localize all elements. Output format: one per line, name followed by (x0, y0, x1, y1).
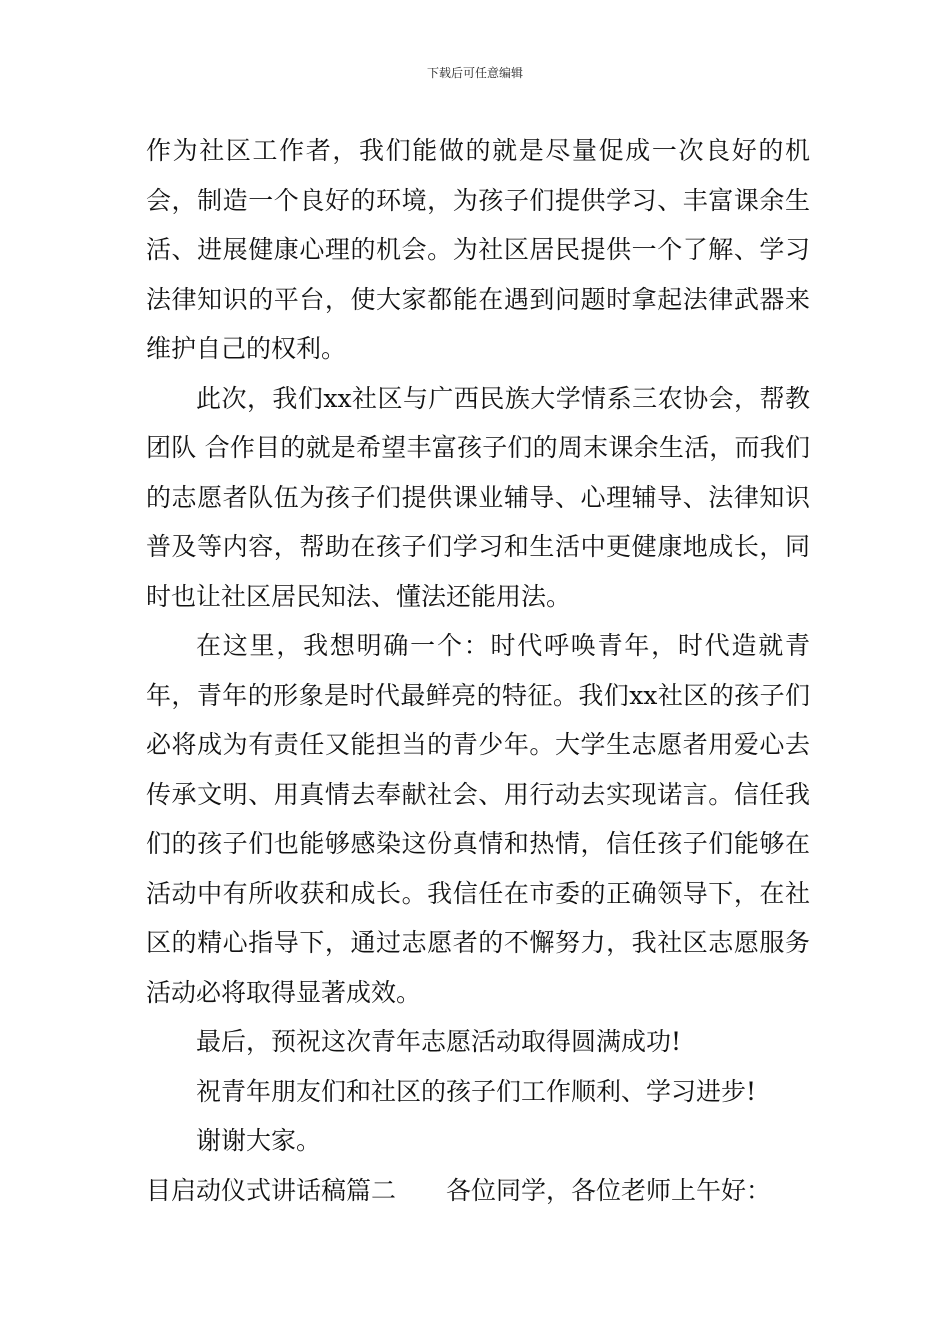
paragraph-2: 此次，我们xx社区与广西民族大学情系三农协会，帮教团队 合作目的就是希望丰富孩子们的周末课余生活，而我们的志愿者队伍为孩子们提供课业辅导、心理辅导、法律知识普及等内容，帮助在孩子们学习和生活中更健康地成长，同时也让社区居民知法、懂法还能用法。 (146, 383, 810, 611)
paragraph-5: 祝青年朋友们和社区的孩子们工作顺利、学习进步! (196, 1076, 757, 1106)
greeting-text: 各位同学，各位老师上午好： (446, 1175, 772, 1205)
paragraph-4: 最后，预祝这次青年志愿活动取得圆满成功! (196, 1027, 682, 1056)
paragraph-3: 在这里，我想明确一个：时代呼唤青年，时代造就青年，青年的形象是时代最鲜亮的特征。我们xx社区的孩子们必将成为有责任又能担当的青少年。大学生志愿者用爱心去传承文明、用真情去奉献社会、用行动去实现诺言。信任我们的孩子们也能够感染这份真情和热情，信任孩子们能够在活动中有所收获和成长。我信任在市委的正确领导下，在社区的精心指导下，通过志愿者的不懈努力，我社区志愿服务活动必将取得显著成效。 (146, 631, 810, 1007)
paragraph-6: 谢谢大家。 (196, 1126, 322, 1155)
section-title-line (146, 1166, 810, 1216)
paragraph-1: 作为社区工作者，我们能做的就是尽量促成一次良好的机会，制造一个良好的环境，为孩子们提供学习、丰富课余生活、进展健康心理的机会。为社区居民提供一个了解、学习法律知识的平台，使大家都能在遇到问题时拿起法律武器来维护自己的权利。 (146, 136, 810, 363)
document-body (146, 126, 810, 1215)
section-title: 目启动仪式讲话稿篇二 (146, 1175, 397, 1205)
page-header: 下载后可任意编辑 (426, 66, 523, 80)
